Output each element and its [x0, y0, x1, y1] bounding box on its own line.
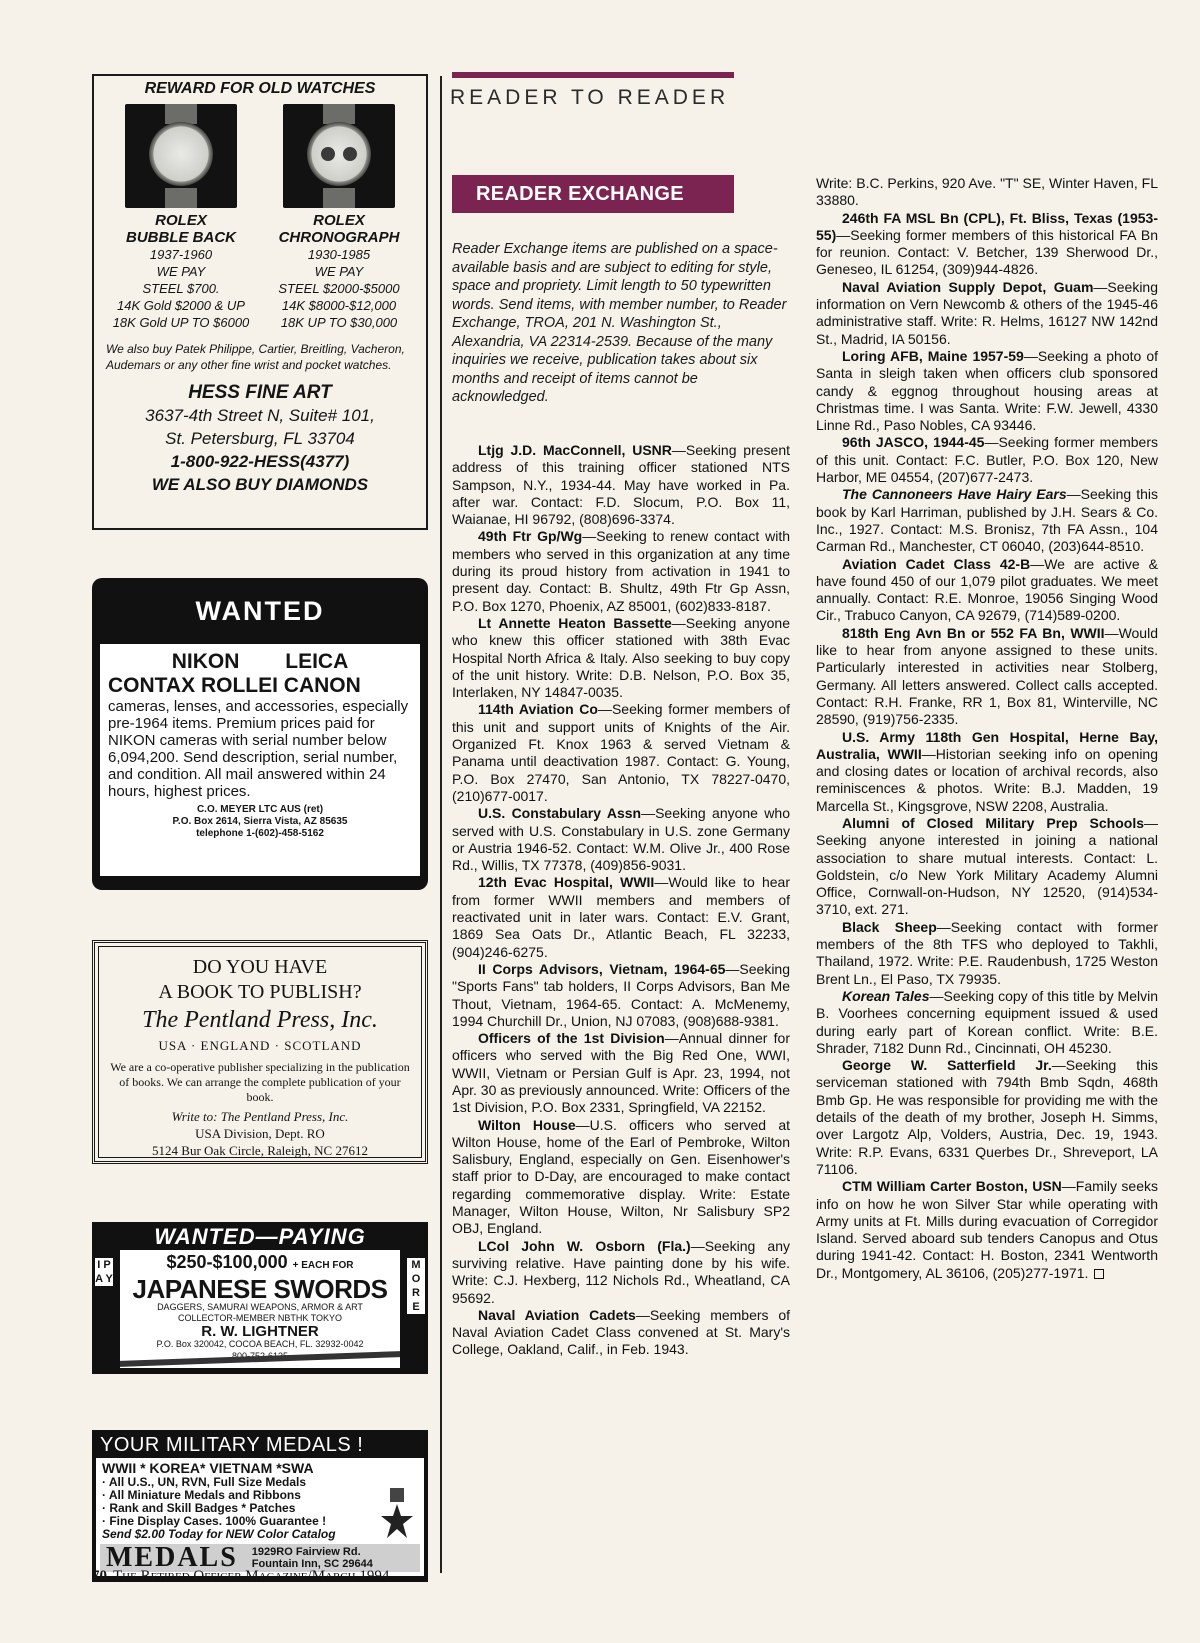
medals-logo: MEDALS: [106, 1542, 238, 1573]
listing-heading: Aviation Cadet Class 42-B: [842, 555, 1031, 572]
ad-title: REWARD FOR OLD WATCHES: [144, 80, 376, 97]
side-text: I P A Y: [95, 1259, 113, 1285]
listing-text: —We are active & have found 450 of our 1,079 pilot graduates. We meet annually. Contact: R.E. Monroe, 19056 Singing Wood Cir., Trabuco Canyon, CA 92679, (714)589-0200.: [816, 555, 1158, 624]
store-phone: 1-800-922-HESS(4377): [170, 452, 350, 471]
list-item: · All Miniature Medals and Ribbons: [102, 1488, 301, 1502]
listing-item: [816, 210, 1158, 279]
we-pay-label: WE PAY: [314, 264, 364, 279]
publisher-locations: USA · ENGLAND · SCOTLAND: [158, 1038, 362, 1053]
listing-heading: II Corps Advisors, Vietnam, 1964-65: [478, 960, 726, 977]
chronograph-column: [260, 104, 418, 280]
listing-heading: 49th Ftr Gp/Wg: [478, 528, 583, 545]
listing-item: [816, 988, 1158, 1057]
listing-heading: Black Sheep: [842, 918, 937, 935]
store-address: 3637-4th Street N, Suite# 101,: [145, 406, 375, 425]
price-cell: STEEL $700.: [142, 281, 220, 296]
watches-ad: [92, 74, 428, 530]
listings-column-2: [816, 175, 1158, 1282]
page-folio: [92, 1568, 389, 1585]
ad-headline: DO YOU HAVE: [192, 956, 328, 978]
listing-text: —Seeking this serviceman stationed with 794th Bmb Sqdn, 468th Bmb Gp. He was responsible for providing me with the details of the death of my brother, Joseph H. Simms, over Largotz Alp, Volders, Austria, Dec. 19, 1943. Write: R.P. Evans, 6331 Querbes Dr., Shreveport, LA 71106.: [816, 1057, 1158, 1177]
listing-heading: Wilton House: [478, 1116, 576, 1133]
list-item: · Fine Display Cases. 100% Guarantee !: [102, 1514, 327, 1528]
ad-body: cameras, lenses, and accessories, especially pre-1964 items. Premium prices paid for NIKON cameras with serial number below 6,094,200. Send description, serial number, and condition. All mail answered within 24 hours, highest prices.: [108, 698, 409, 800]
listing-item: [816, 279, 1158, 348]
brand-line: CONTAX ROLLEI CANON: [108, 674, 361, 697]
listing-heading: Officers of the 1st Division: [478, 1030, 665, 1047]
listing-text: —Seeking copy of this title by Melvin B. Voorhees concerning equipment issued & used during early part of Korean conflict. Write: B.E. Shrader, 7182 Dunn Rd., Cincinnati, OH 45230.: [816, 987, 1159, 1056]
medals-address: Fountain Inn, SC 29644: [251, 1558, 373, 1570]
dealer-name: R. W. LIGHTNER: [201, 1323, 319, 1340]
column-divider: [440, 76, 442, 1573]
contact-name: C.O. MEYER LTC AUS (ret): [196, 804, 324, 815]
listing-heading: Naval Aviation Supply Depot, Guam: [842, 278, 1094, 295]
listing-item: [816, 729, 1158, 815]
write-to: Write to: The Pentland Press, Inc.: [171, 1109, 349, 1124]
ad-note: We also buy Patek Philippe, Cartier, Breitling, Vacheron, Audemars or any other fine wrist and pocket watches.: [106, 342, 405, 372]
listing-item: [452, 442, 790, 528]
listing-text: —Seeking anyone who served with U.S. Constabulary in U.S. zone Germany or Austria 1946-52. Contact: W.M. Olive Jr., 400 Rose Rd., Willis, TX 77378, (409)856-9031.: [452, 805, 790, 874]
store-city: St. Petersburg, FL 33704: [165, 429, 355, 448]
listing-text: —Annual dinner for officers who served with the Big Red One, WWI, WWII, Vietnam or Persian Gulf is Apr. 23, 1994, not Apr. 30 as previously announced. Write: Officers of the 1st Division, P.O. Box 2331, Springfield, VA 22152.: [452, 1030, 790, 1116]
listing-text: —Family seeks info on how he won Silver Star while operating with Army units at Ft. Mills during evacuation of Corregidor Island. Served aboard sub tenders Canopus and Otus during 1941-42. Contact: H. Boston, 2341 Wentworth Dr., Montgomery, AL 36106, (205)277-1971.: [816, 1178, 1159, 1281]
listing-heading: Loring AFB, Maine 1957-59: [842, 347, 1024, 364]
bubble-back-column: [102, 104, 260, 280]
swords-ad: [92, 1222, 428, 1374]
brand-line: NIKON LEICA: [171, 650, 349, 673]
listing-text: —Would like to hear from anyone assigned to these units. Particularly interested in activities near Stolberg, Germany. All letters answered. Collect calls accepted. Contact: R.H. Franke, RR 1, Box 81, Winterville, NC 28590, (919)756-2335.: [816, 624, 1158, 728]
medal-icon: [380, 1488, 414, 1540]
list-item: · Rank and Skill Badges * Patches: [102, 1501, 296, 1515]
listing-heading: 12th Evac Hospital, WWII: [478, 874, 655, 891]
listing-heading: The Cannoneers Have Hairy Ears: [842, 486, 1067, 503]
price-cell: STEEL $2000-$5000: [278, 281, 400, 296]
price-cell: 18K UP TO $30,000: [280, 315, 398, 330]
listing-item: [816, 486, 1158, 555]
listing-item: [452, 701, 790, 805]
ad-header: WANTED: [195, 596, 325, 626]
listing-item: [452, 874, 790, 960]
page-number: 70: [92, 1568, 107, 1584]
ad-subheader: WWII * KOREA* VIETNAM *SWA: [102, 1460, 314, 1476]
listings-column-1: [452, 442, 790, 1359]
medals-address: 1929RO Fairview Rd.: [251, 1546, 361, 1558]
model-label: CHRONOGRAPH: [278, 229, 400, 246]
ad-header: YOUR MILITARY MEDALS !: [100, 1434, 364, 1456]
store-tagline: WE ALSO BUY DIAMONDS: [151, 475, 369, 494]
listing-item: [816, 1178, 1158, 1282]
medals-ad: [92, 1430, 428, 1582]
listing-heading: 114th Aviation Co: [478, 701, 598, 718]
listing-text: —Seeking members of Naval Aviation Cadet Class convened at St. Mary's College, Oakland, Calif., in Feb. 1943.: [452, 1306, 790, 1358]
listing-item: [816, 1057, 1158, 1178]
price-note: + EACH FOR: [292, 1260, 354, 1271]
section-rule: [452, 72, 734, 78]
listing-heading: Ltjg J.D. MacConnell, USNR: [478, 442, 672, 458]
store-name: HESS FINE ART: [188, 382, 332, 403]
listing-heading: 818th Eng Avn Bn or 552 FA Bn, WWII: [842, 624, 1105, 641]
camera-wanted-ad: [92, 578, 428, 890]
listing-item: [452, 1307, 790, 1359]
price-cell: 14K Gold $2000 & UP: [117, 298, 245, 313]
side-text: M O R E: [407, 1258, 425, 1314]
end-mark-icon: [1094, 1269, 1104, 1279]
years-label: 1937-1960: [149, 247, 213, 262]
listing-item: [816, 919, 1158, 988]
listing-text: —Would like to hear from former WWII members and members of reactivated unit in later wars. Contact: E.V. Grant, 1869 Sea Oats Dr., Atlantic Beach, FL 32233, (904)246-6275.: [452, 874, 790, 960]
list-item: Send $2.00 Today for NEW Color Catalog: [102, 1527, 336, 1541]
listing-text: —Seeking this book by Karl Harriman, published by J.H. Sears & Co. Inc., 1927. Contact: M.S. Bronisz, 7th FA Assn., 104 Carman Rd., Manchester, CT 06040, (203)644-8510.: [816, 486, 1158, 555]
listing-heading: Lt Annette Heaton Bassette: [478, 614, 672, 631]
listing-heading: U.S. Constabulary Assn: [478, 805, 642, 822]
listing-heading: CTM William Carter Boston, USN: [842, 1178, 1062, 1195]
listing-text: —U.S. officers who served at Wilton House, home of the Earl of Pembroke, Wilton Salisbury, England, especially on Gen. Eisenhower's staff prior to D-Day, are encouraged to make contact regarding commemorative display. Write: Estate Manager, Wilton House, Wilton, Nr Salisbury SP2 OBJ, England.: [452, 1116, 790, 1237]
listing-item: [452, 1117, 790, 1238]
brand-label: ROLEX: [155, 212, 207, 229]
price-range: $250-$100,000: [166, 1252, 288, 1272]
article-intro: Reader Exchange items are published on a space-available basis and are subject to editing for style, space and propriety. Limit length to 50 typewritten words. Send items, with member number, to Reader Exchange, TROA, 201 N. Washington St., Alexandria, VA 22314-2539. Because of the many inquiries we receive, publication takes about six months and receipt of items cannot be acknowledged.: [452, 241, 787, 405]
listing-text: —Seeking to renew contact with members who served in this organization at any time during its proud history from activation in 1941 to present day. Contact: B. Shultz, 49th Ftr Gp Assn, P.O. Box 1270, Phoenix, AZ 85001, (602)833-8187.: [452, 528, 790, 614]
publisher-name: The Pentland Press, Inc.: [142, 1007, 378, 1033]
listing-heading: Korean Tales: [842, 987, 930, 1004]
listing-text: —Seeking former members of this historical FA Bn for reunion. Contact: V. Betcher, 139 Sherwood Dr., Geneseo, IL 61254, (309)944-4826.: [816, 226, 1158, 278]
article-title: READER EXCHANGE: [452, 175, 734, 213]
listing-item: [816, 625, 1158, 729]
model-label: BUBBLE BACK: [126, 229, 236, 246]
ad-body: We are a co-operative publisher specializing in the publication of books. We can arrange the complete publication of your book.: [110, 1060, 410, 1104]
listing-text: —Seeking contact with former members of the 8th TFS who deployed to Takhli, Thailand, 1972. Write: P.E. Raudenbush, 1725 Weston Brent Ln., El Paso, TX 79935.: [816, 918, 1158, 987]
listing-heading: George W. Satterfield Jr.: [842, 1057, 1052, 1074]
price-cell: 18K Gold UP TO $6000: [112, 315, 250, 330]
price-table: [102, 280, 418, 331]
listing-text: —Seeking present address of this training officer stationed NTS Sampson, N.Y., 1934-44. May have worked in Pa. after war. Contact: F.D. Slocum, P.O. Box 11, Waianae, HI 96792, (808)696-3374.: [452, 442, 790, 528]
listing-item: [452, 1030, 790, 1116]
list-item: · All U.S., UN, RVN, Full Size Medals: [102, 1475, 307, 1489]
publisher-address: USA Division, Dept. RO: [195, 1126, 325, 1141]
listing-text: —Seeking former members of this unit. Contact: F.C. Butler, P.O. Box 120, New Harbor, ME 04554, (207)677-2473.: [816, 434, 1158, 486]
brand-label: ROLEX: [313, 212, 365, 229]
price-cell: 14K $8000-$12,000: [281, 298, 397, 313]
listing-item: [452, 615, 790, 701]
listing-item: [816, 556, 1158, 625]
ad-line: DAGGERS, SAMURAI WEAPONS, ARMOR & ART: [157, 1302, 363, 1312]
ad-line: COLLECTOR-MEMBER NBTHK TOKYO: [177, 1313, 343, 1323]
continued-text: Write: B.C. Perkins, 920 Ave. "T" SE, Winter Haven, FL 33880.: [816, 175, 1158, 209]
listing-text: —Seeking any surviving relative. Have painting done by his wife. Write: C.J. Hexberg, 112 Nichols Rd., Wheatland, CA 95692.: [452, 1237, 790, 1306]
years-label: 1930-1985: [307, 247, 371, 262]
contact-phone: telephone 1-(602)-458-5162: [196, 828, 324, 839]
listing-item: [452, 961, 790, 1030]
listing-item: [452, 805, 790, 874]
listing-text: —Seeking anyone who knew this officer stationed with 38th Evac Hospital North Africa & Italy. Also seeking to buy copy of the unit history. Write: D.B. Nelson, P.O. Box 35, Interlaken, NY 14847-0035.: [452, 614, 790, 701]
listing-heading: 96th JASCO, 1944-45: [842, 434, 985, 451]
publisher-ad: [92, 940, 428, 1164]
watch-photo: [125, 104, 237, 208]
listing-text: —Seeking "Sports Fans" tab holders, II Corps Advisors, Ban Me Thout, Vietnam, 1964-65. Contact: A. McMenemy, 1994 Churchill Dr., Union, NJ 07083, (908)688-9381.: [452, 960, 790, 1029]
ad-header: WANTED—PAYING: [154, 1224, 366, 1249]
listing-heading: LCol John W. Osborn (Fla.): [478, 1237, 691, 1254]
ad-headline: JAPANESE SWORDS: [132, 1274, 388, 1304]
listing-text: —Seeking information on Vern Newcomb & others of the 1945-46 administrative staff. Write: R. Helms, 16127 NW 142nd St., Madrid, IA 50156.: [816, 278, 1158, 347]
listing-heading: Naval Aviation Cadets: [478, 1306, 636, 1323]
listing-heading: Alumni of Closed Military Prep Schools: [842, 814, 1144, 831]
ad-headline: A BOOK TO PUBLISH?: [158, 981, 362, 1003]
section-label: READER TO READER: [450, 86, 730, 109]
dealer-address: P.O. Box 320042, COCOA BEACH, FL. 32932-0042: [156, 1339, 364, 1349]
listing-item: [816, 348, 1158, 434]
publisher-address: 5124 Bur Oak Circle, Raleigh, NC 27612: [152, 1143, 368, 1158]
contact-address: P.O. Box 2614, Sierra Vista, AZ 85635: [172, 816, 348, 827]
listing-item: [452, 528, 790, 614]
listing-text: —Seeking former members of this unit and support units of Knights of the Air. Organized Ft. Knox 1963 & served Vietnam & Panama until deactivation 1987. Contact: G. Young, P.O. Box 27470, San Antonio, TX 78227-0470, (210)677-0017.: [452, 701, 790, 804]
listing-item: [816, 815, 1158, 919]
we-pay-label: WE PAY: [156, 264, 206, 279]
listing-text: —Historian seeking info on opening and closing dates or location of archival records, also reminiscences & photos. Write: B.J. Madden, 19 Marcella St., Kingsgrove, NSW 2208, Australia.: [816, 745, 1158, 814]
listing-text: —Seeking anyone interested in joining a national association to share mutual interests. Contact: L. Goldstein, c/o New York Military Academy Alumni Office, Cornwall-on-Hudson, NY 12520, (914)534-3710, ext. 271.: [816, 814, 1158, 918]
watch-photo: [283, 104, 395, 208]
listing-text: —Seeking a photo of Santa in sleigh taken when officers club sponsored candy & eggnog throughout housing areas at Christmas time. I was Santa. Write: F.W. Jewell, 4330 Linne Rd., Paso Nobles, CA 93446.: [816, 347, 1158, 434]
magazine-title: The Retired Officer Magazine/March 1994: [113, 1568, 390, 1584]
listing-item: [816, 434, 1158, 486]
listing-heading: 246th FA MSL Bn (CPL), Ft. Bliss, Texas (1953-55): [816, 209, 1158, 243]
listing-item: [452, 1238, 790, 1307]
listing-heading: U.S. Army 118th Gen Hospital, Herne Bay, Australia, WWII: [816, 728, 1158, 762]
